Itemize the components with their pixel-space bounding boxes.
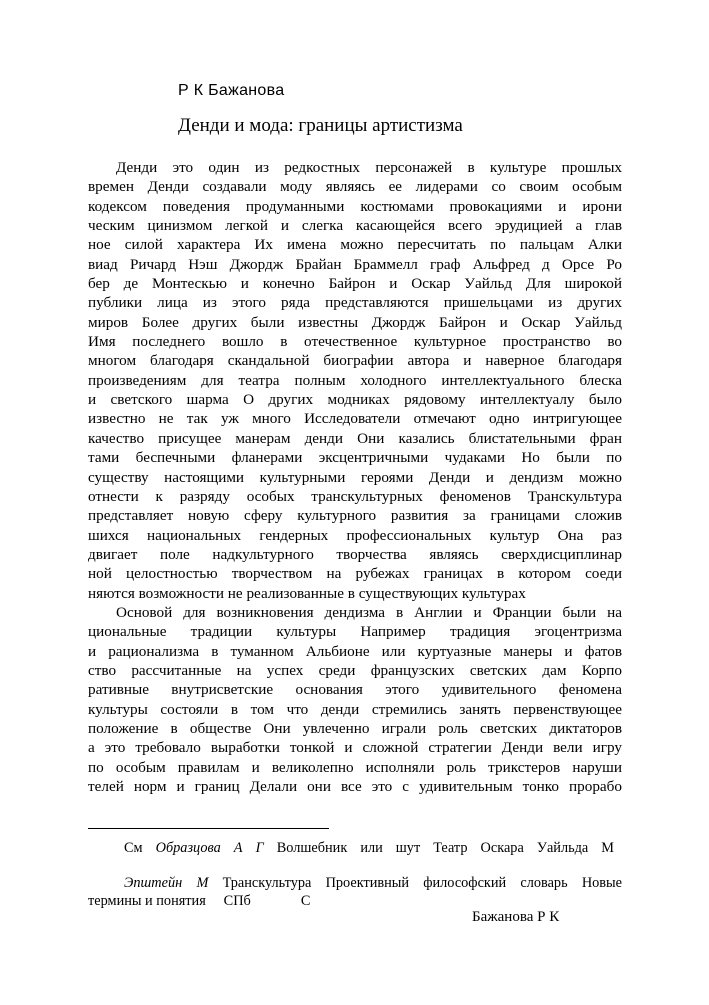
footnote-1 [124, 840, 614, 857]
body-line: ное силой характера Их имена можно пересчитать по пальцам Алки [88, 236, 622, 254]
article-body [88, 158, 622, 796]
body-line: миров Более других были известны Джордж Байрон и Оскар Уайльд [88, 313, 622, 331]
body-line: представляет новую сферу культурного развития за границами сложив [88, 507, 622, 525]
body-line: ческим цинизмом легкой и слегка касающейся всего эрудицией а глав [88, 217, 622, 235]
body-line: тами беспечными фланерами эксцентричными чудаками Но были по [88, 449, 622, 467]
signature: Бажанова Р К [472, 909, 560, 925]
article-title: Денди и мода: границы артистизма [178, 115, 463, 136]
body-line: циональные традиции культуры Например традиция эгоцентризма [88, 623, 622, 641]
body-line: двигает поле надкультурного творчества являясь сверхдисциплинар [88, 545, 622, 563]
body-line: многом благодаря скандальной биографии автора и наверное благодаря [88, 352, 622, 370]
footnote-2-text: Транскультура Проективный философский словарь Новые [222, 875, 623, 891]
body-line: существу настоящими культурными героями Денди и дендизм можно [88, 468, 622, 486]
footnote-1-prefix: См [124, 840, 143, 856]
body-line: ративные внутрисветские основания этого удивительного феномена [88, 681, 622, 699]
body-line: культуры состояли в том что денди стремились занять первенствующее [88, 700, 622, 718]
footnote-2-line-1 [88, 874, 622, 892]
body-line: шихся национальных гендерных профессиональных культур Она раз [88, 526, 622, 544]
body-line: ство рассчитанные на успех среди французских светских дам Корпо [88, 661, 622, 679]
body-line: виад Ричард Нэш Джордж Брайан Браммелл граф Альфред д Орсе Ро [88, 255, 622, 273]
author-name: Р К Бажанова [178, 82, 285, 99]
body-line: и рационализма в туманном Альбионе или куртуазные манеры и фатов [88, 642, 622, 660]
footnote-1-text: Волшебник или шут Театр Оскара Уайльда [276, 840, 589, 856]
body-line: времен Денди создавали моду являясь ее лидерами со своим особым [88, 178, 622, 196]
body-line: ной целостностью творчеством на рубежах границах в котором соеди [88, 565, 622, 583]
body-line: няются возможности не реализованные в существующих культурах [88, 584, 526, 602]
body-line: положение в обществе Они увлеченно играли роль светских диктаторов [88, 719, 622, 737]
body-line: и светского шарма О других модниках рядовому интеллектуалу было [88, 391, 622, 409]
footnote-2-author: Эпштейн М [124, 875, 209, 891]
footnote-1-city: М [601, 840, 614, 856]
body-line: телей норм и границ Делали они все это с удивительным тонко прорабо [88, 778, 622, 795]
footnote-2 [88, 874, 622, 910]
body-line: Основой для возникновения дендизма в Англии и Франции были на [116, 603, 622, 621]
body-line: известно не так уж много Исследователи отмечают одно интригующее [88, 410, 622, 428]
body-line: по особым правилам и великолепно исполняли роль трикстеров наруши [88, 758, 622, 776]
body-line: произведениям для театра полным холодного интеллектуального блеска [88, 371, 622, 389]
body-line: Денди это один из редкостных персонажей в культуре прошлых [116, 159, 622, 176]
body-line: качество присущее манерам денди Они казались блистательными фран [88, 429, 622, 447]
body-line: публики лица из этого ряда представляются пришельцами из других [88, 294, 622, 312]
footnote-2-line-2: термины и понятия СПб С [88, 893, 311, 909]
body-line: отнести к разряду особых транскультурных феноменов Транскультура [88, 487, 622, 505]
footnote-1-author: Образцова А Г [155, 840, 264, 856]
body-line: а это требовало выработки тонкой и сложной стратегии Денди вели игру [88, 739, 622, 757]
body-line: бер де Монтескью и конечно Байрон и Оскар Уайльд Для широкой [88, 275, 622, 293]
body-line: кодексом поведения продуманными костюмами провокациями и ирони [88, 197, 622, 215]
footnote-divider [88, 828, 329, 829]
body-line: Имя последнего вошло в отечественное культурное пространство во [88, 333, 622, 351]
